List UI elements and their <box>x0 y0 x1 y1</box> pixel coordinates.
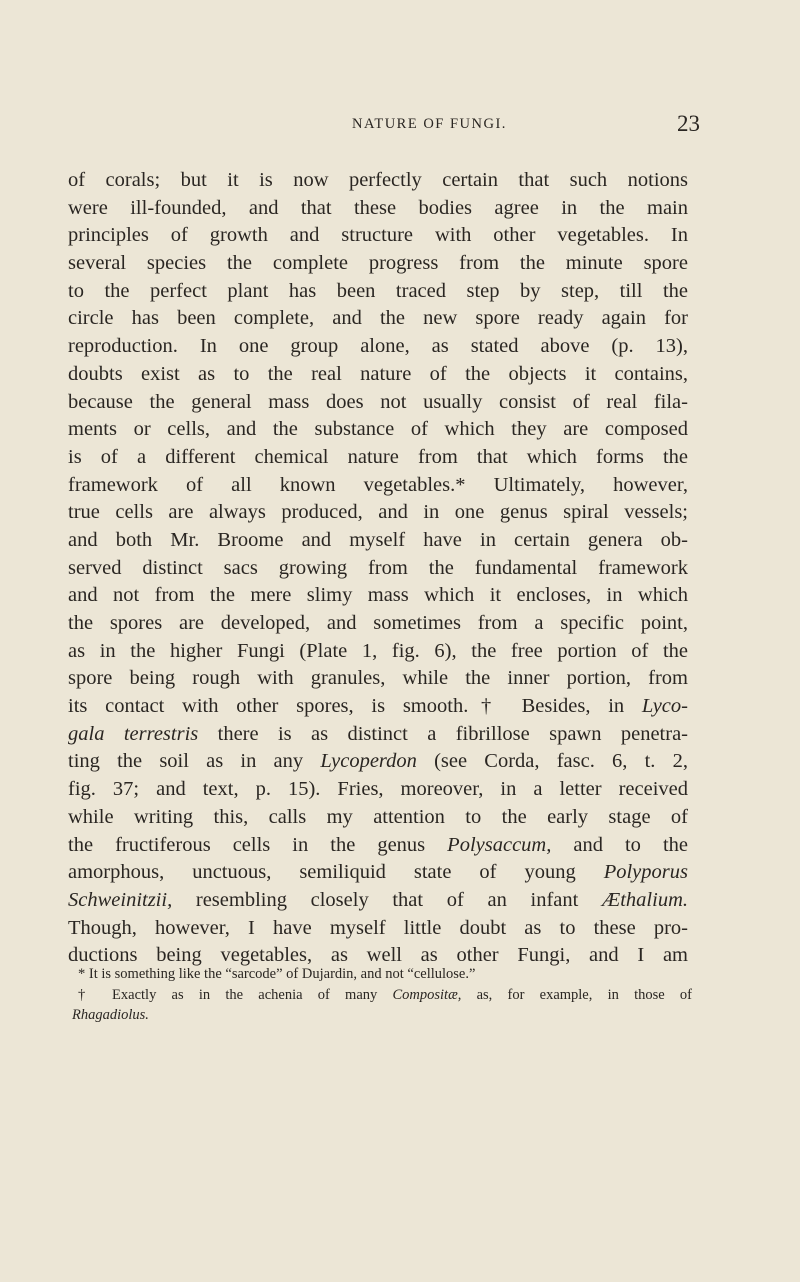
body-line-13 <box>68 499 688 527</box>
footnote-line-1 <box>72 964 692 985</box>
text-run: as, for example, in those of <box>461 986 692 1003</box>
body-line-15 <box>68 555 688 583</box>
text-run: ting the soil as in any <box>68 750 321 773</box>
italic-text: Lycoperdon <box>320 750 417 773</box>
text-run: the fructiferous cells in the genus <box>68 833 448 856</box>
text-run: ments or cells, and the substance of which they are composed <box>68 418 688 441</box>
text-run: of corals; but it is now perfectly certain that such notions <box>68 169 688 191</box>
footnotes <box>72 964 692 1026</box>
footnote-line-2 <box>72 985 692 1006</box>
text-run: Though, however, I have myself little doubt as to these pro- <box>68 916 688 939</box>
body-line-4 <box>68 250 688 278</box>
text-run: fig. 37; and text, p. 15). Fries, moreover, in a letter received <box>68 778 688 801</box>
body-line-28 <box>68 915 688 943</box>
body-line-2 <box>68 195 688 223</box>
text-run: principles of growth and structure with other vegetables. In <box>68 224 688 247</box>
text-run: served distinct sacs growing from the fundamental framework <box>68 556 688 579</box>
italic-text: Polyporus <box>603 861 688 884</box>
text-run: the spores are developed, and sometimes from a specific point, <box>68 612 688 634</box>
text-run: there is as distinct a fibrillose spawn penetra- <box>198 722 689 745</box>
body-line-25 <box>68 832 688 860</box>
italic-text: Compositæ, <box>392 986 462 1003</box>
page-number: 23 <box>677 111 700 136</box>
body-line-22 <box>68 748 688 776</box>
text-run: and not from the mere slimy mass which it encloses, in which <box>68 584 688 607</box>
body-line-17 <box>68 610 688 638</box>
italic-text: Rhagadiolus. <box>72 1007 149 1023</box>
italic-text: Schweinitzii, <box>68 888 173 911</box>
body-line-19 <box>68 665 688 693</box>
text-run: and both Mr. Broome and myself have in certain genera ob- <box>68 528 688 551</box>
text-run: amorphous, unctuous, semiliquid state of young <box>68 861 604 884</box>
body-text <box>68 167 688 970</box>
body-line-1 <box>68 167 688 195</box>
text-run: to the perfect plant has been traced step by step, till the <box>68 279 688 302</box>
text-run: circle has been complete, and the new spore ready again for <box>68 307 688 330</box>
text-run: * It is something like the “sarcode” of Dujardin, and not “cellulose.” <box>78 966 476 982</box>
text-run: because the general mass does not usually consist of real fila- <box>68 390 688 413</box>
body-line-3 <box>68 222 688 250</box>
body-line-7 <box>68 333 688 361</box>
running-title: NATURE OF FUNGI. <box>352 116 507 132</box>
body-line-10 <box>68 416 688 444</box>
body-line-20 <box>68 693 688 721</box>
body-line-24 <box>68 804 688 832</box>
body-line-18 <box>68 638 688 666</box>
text-run: reproduction. In one group alone, as stated above (p. 13), <box>68 335 688 358</box>
text-run: ductions being vegetables, as well as other Fungi, and I am <box>68 944 688 967</box>
body-line-6 <box>68 305 688 333</box>
text-run: (see Corda, fasc. 6, t. 2, <box>416 750 688 773</box>
text-run: resembling closely that of an infant <box>172 888 602 911</box>
text-run: doubts exist as to the real nature of the objects it contains, <box>68 362 688 385</box>
text-run: spore being rough with granules, while the inner portion, from <box>68 667 688 690</box>
italic-text: gala terrestris <box>68 722 199 745</box>
text-run: and to the <box>551 833 688 856</box>
text-run: true cells are always produced, and in one genus spiral vessels; <box>68 501 688 524</box>
text-run: framework of all known vegetables.* Ultimately, however, <box>68 473 688 496</box>
body-line-9 <box>68 389 688 417</box>
body-line-12 <box>68 472 688 500</box>
text-run: while writing this, calls my attention to the early stage of <box>68 805 688 828</box>
text-run: † Exactly as in the achenia of many <box>78 986 393 1003</box>
body-line-16 <box>68 582 688 610</box>
text-run: several species the complete progress from the minute spore <box>68 252 688 275</box>
text-run: its contact with other spores, is smooth.† Besides, in <box>68 695 642 718</box>
body-line-14 <box>68 527 688 555</box>
body-line-23 <box>68 776 688 804</box>
running-header <box>0 111 800 138</box>
body-line-11 <box>68 444 688 472</box>
italic-text: Æthalium. <box>602 888 688 911</box>
italic-text: Polysaccum, <box>447 833 552 856</box>
italic-text: Lyco- <box>641 695 688 718</box>
text-run: as in the higher Fungi (Plate 1, fig. 6), the free portion of the <box>68 639 688 662</box>
body-line-27 <box>68 887 688 915</box>
text-run: were ill-founded, and that these bodies agree in the main <box>68 196 688 219</box>
body-line-8 <box>68 361 688 389</box>
body-line-21 <box>68 721 688 749</box>
footnote-line-3 <box>72 1005 692 1026</box>
body-line-26 <box>68 859 688 887</box>
text-run: is of a different chemical nature from that which forms the <box>68 445 688 468</box>
body-line-5 <box>68 278 688 306</box>
